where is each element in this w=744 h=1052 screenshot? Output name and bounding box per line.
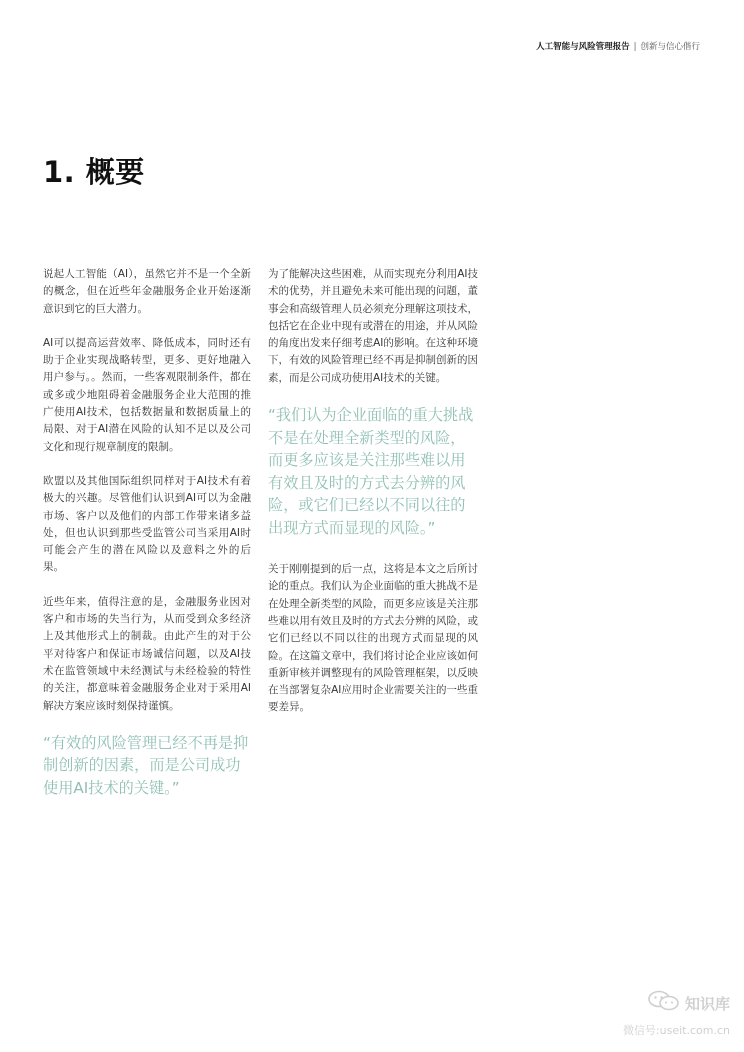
paragraph: 为了能解决这些困难，从而实现充分利用AI技术的优势，并且避免未来可能出现的问题，董事会和高级管理人员必须充分理解这项技术，包括它在企业中现有或潜在的用途，并从风险的角度出发来仔细考虑AI的影响。在这种环境下，有效的风险管理已经不再是抑制创新的因素，而是公司成功使用AI技术的关键。 — [268, 268, 478, 384]
report-title: 人工智能与风险管理报告 — [536, 42, 630, 52]
header-separator: | — [633, 42, 637, 52]
watermark-account: 微信号:useit.com.cn — [622, 1024, 730, 1037]
watermark-name: 知识库 — [684, 994, 730, 1013]
paragraph: 欧盟以及其他国际组织同样对于AI技术有着极大的兴趣。尽管他们认识到AI可以为金融市场、客户以及他们的内部工作带来诸多益处，但也认识到那些受监管公司当采用AI时可能会产生的潜在风险以及意料之外的后果。 — [43, 474, 251, 574]
pull-quote: “我们认为企业面临的重大挑战不是在处理全新类型的风险，而更多应该是关注那些难以用有效且及时的方式去分辨的风险，或它们已经以不同以往的出现方式而显现的风险。” — [268, 406, 474, 537]
paragraph: AI可以提高运营效率、降低成本，同时还有助于企业实现战略转型，更多、更好地融入用户参与。。然而，一些客观限制条件，都在或多或少地阻碍着金融服务企业大范围的推广使用AI技术，包括数据量和数据质量上的局限、对于AI潜在风险的认知不足以及公司文化和现行规章制度的限制。 — [43, 336, 251, 453]
left-column — [43, 266, 251, 821]
running-header — [536, 40, 700, 52]
paragraph: 说起人工智能（AI），虽然它并不是一个全新的概念，但在近些年金融服务企业开始逐渐意识到它的巨大潜力。 — [43, 268, 251, 315]
wechat-icon — [647, 990, 681, 1016]
paragraph: 近些年来，值得注意的是，金融服务业因对客户和市场的失当行为，从而受到众多经济上及其他形式上的制裁。由此产生的对于公平对待客户和保证市场诚信问题，以及AI技术在监管领域中未经测试与未经检验的特性的关注，都意味着金融服务企业对于采用AI解决方案应该时刻保持谨慎。 — [43, 595, 251, 712]
paragraph: 关于刚刚提到的后一点，这将是本文之后所讨论的重点。我们认为企业面临的重大挑战不是在处理全新类型的风险，而更多应该是关注那些难以用有效且及时的方式去分辨的风险，或它们已经以不同以往的出现方式而显现的风险。在这篇文章中，我们将讨论企业应该如何重新审核并调整现有的风险管理框架，以反映在当部署复杂AI应用时企业需要关注的一些重要差异。 — [268, 563, 478, 714]
report-subtitle: 创新与信心偕行 — [640, 42, 700, 52]
right-column — [268, 266, 478, 734]
watermark — [623, 990, 730, 1038]
section-title: 1. 概要 — [43, 155, 145, 189]
pull-quote: “有效的风险管理已经不再是抑制创新的因素，而是公司成功使用AI技术的关键。” — [43, 733, 249, 797]
